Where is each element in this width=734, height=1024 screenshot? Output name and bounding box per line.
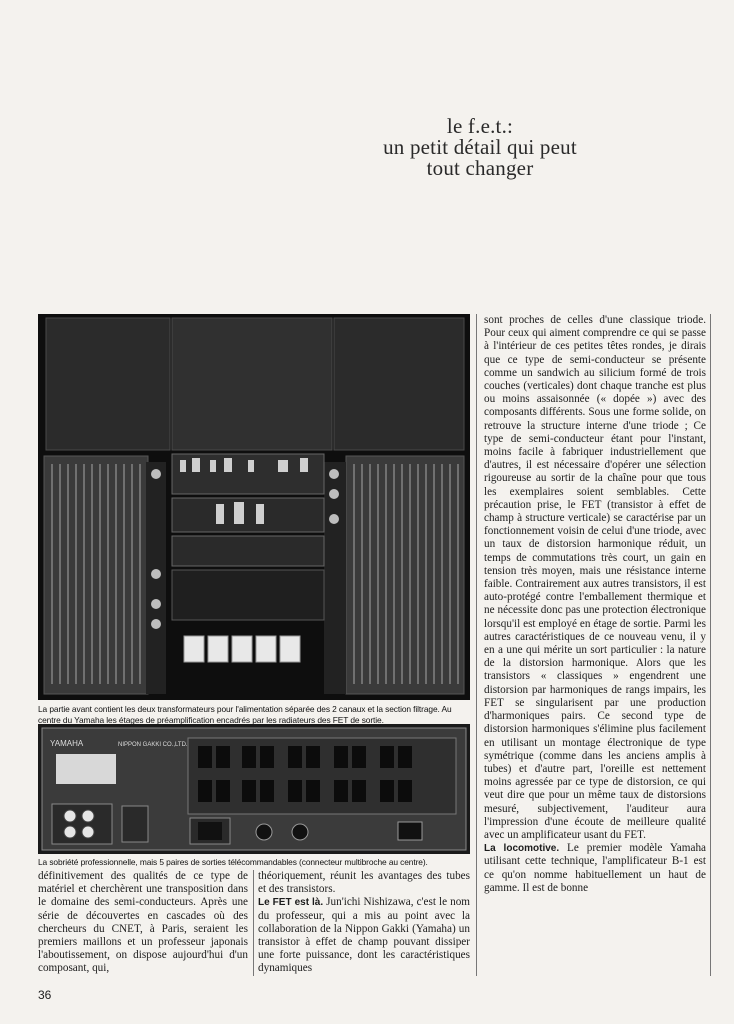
body-column-b [258, 870, 470, 976]
run-in-heading-fet: Le FET est là. [258, 897, 324, 909]
amplifier-interior-photo [38, 314, 470, 700]
column-rule [476, 314, 477, 976]
body-paragraph: définitivement des qualités de ce type de matériel et cherchèrent une transposition dans le domaine des semi-conducteurs. Après une série de découvertes en cascades où des chercheurs du CNET, à Paris, seraient les premiers maillons et un professeur japonais l'aboutissement, on dispose aujourd'hui d'un composant, qui, [38, 870, 248, 975]
run-in-heading-locomotive: La locomotive. [484, 843, 560, 855]
headline-line-3: tout changer [426, 156, 534, 180]
body-paragraph: théoriquement, réunit les avantages des tubes et des transistors. [258, 870, 470, 896]
yamaha-brand-text: YAMAHA [50, 739, 84, 748]
body-column-a [38, 870, 248, 976]
bottom-photo-caption: La sobriété professionnelle, mais 5 paires de sorties télécommandables (connecteur multibroche au centre). [38, 857, 428, 867]
top-photo-caption: La partie avant contient les deux transformateurs pour l'alimentation séparée des 2 canaux et la section filtrage. Au centre du Yamaha les étages de préamplification encadrés par les radiateurs des FET de sortie. [38, 704, 452, 725]
body-paragraph: Le premier modèle Yamaha utilisant cette technique, l'amplificateur B-1 est ce qu'on nomme habituellement un haut de gamme. Il est de bonne [484, 842, 706, 894]
headline-line-1: le f.e.t.: [446, 114, 514, 138]
body-column-right [484, 314, 706, 895]
column-rule [710, 314, 711, 976]
page-number: 36 [38, 988, 52, 1002]
body-paragraph: Jun'ichi Nishizawa, c'est le nom du professeur, qui a mis au point avec la collaboration de la Nippon Gakki (Yamaha) un transistor à effet de champ pouvant dissiper une forte puissance, dont les caractéristiques dynamiques [258, 896, 470, 975]
body-paragraph: sont proches de celles d'une classique triode. Pour ceux qui aiment comprendre ce qui se passe à l'intérieur de ces petites têtes rondes, je dirais que ce type de semi-conducteur se présente comme un sandwich au silicium formé de trois couches (verticales) dont chaque tranche est plus ou moins assaisonnée (« dopée ») avec des composants différents. Sous une forme solide, on retrouve la structure interne d'une triode ; Ce type de semi-conducteur étant pour l'instant, moins facile à fabriquer industriellement que d'autres, il est nécessaire d'opérer une sélection rigoureuse au sortir de la chaîne pour que tous les exemplaires soient semblables. Cette précaution prise, le FET (transistor à effet de champ à structure verticale) se caractérise par un fonctionnement voisin de celui d'une triode, avec un taux de distorsion harmonique réduit, un temps de commutations très court, un gain en tension très moyen, mais une résistance interne faible. Contrairement aux autres transistors, il est auto-protégé contre l'emballement thermique et ne nécessite donc pas une protection électronique lorsqu'il est employé en étage de sortie. Parmi les autres caractéristiques de ce nouveau venu, il y en a une qui mérite un sort particulier : la nature de la distorsion harmonique. Alors que les transistors « classiques » engendrent une distorsion par harmoniques de rangs impairs, les FET se singularisent par une production d'harmoniques pairs. Ce second type de distorsion harmoniques s'élimine plus facilement en utilisant un montage électronique de type symétrique (comme dans les anciens amplis à tubes) et d'autre part, l'oreille est nettement moins agressée par ce type de distorsion, ce qui veut dire que pour un même taux de distorsions mesuré, subjectivement, l'auditeur aura l'impression d'une écoute de meilleure qualité avec un amplificateur usant du FET. [484, 314, 706, 841]
column-rule [253, 870, 254, 976]
headline-line-2: un petit détail qui peut [383, 135, 577, 159]
amplifier-rear-panel-photo [38, 724, 470, 854]
article-headline [340, 116, 620, 179]
maker-text: NIPPON GAKKI CO.,LTD. [118, 742, 188, 748]
